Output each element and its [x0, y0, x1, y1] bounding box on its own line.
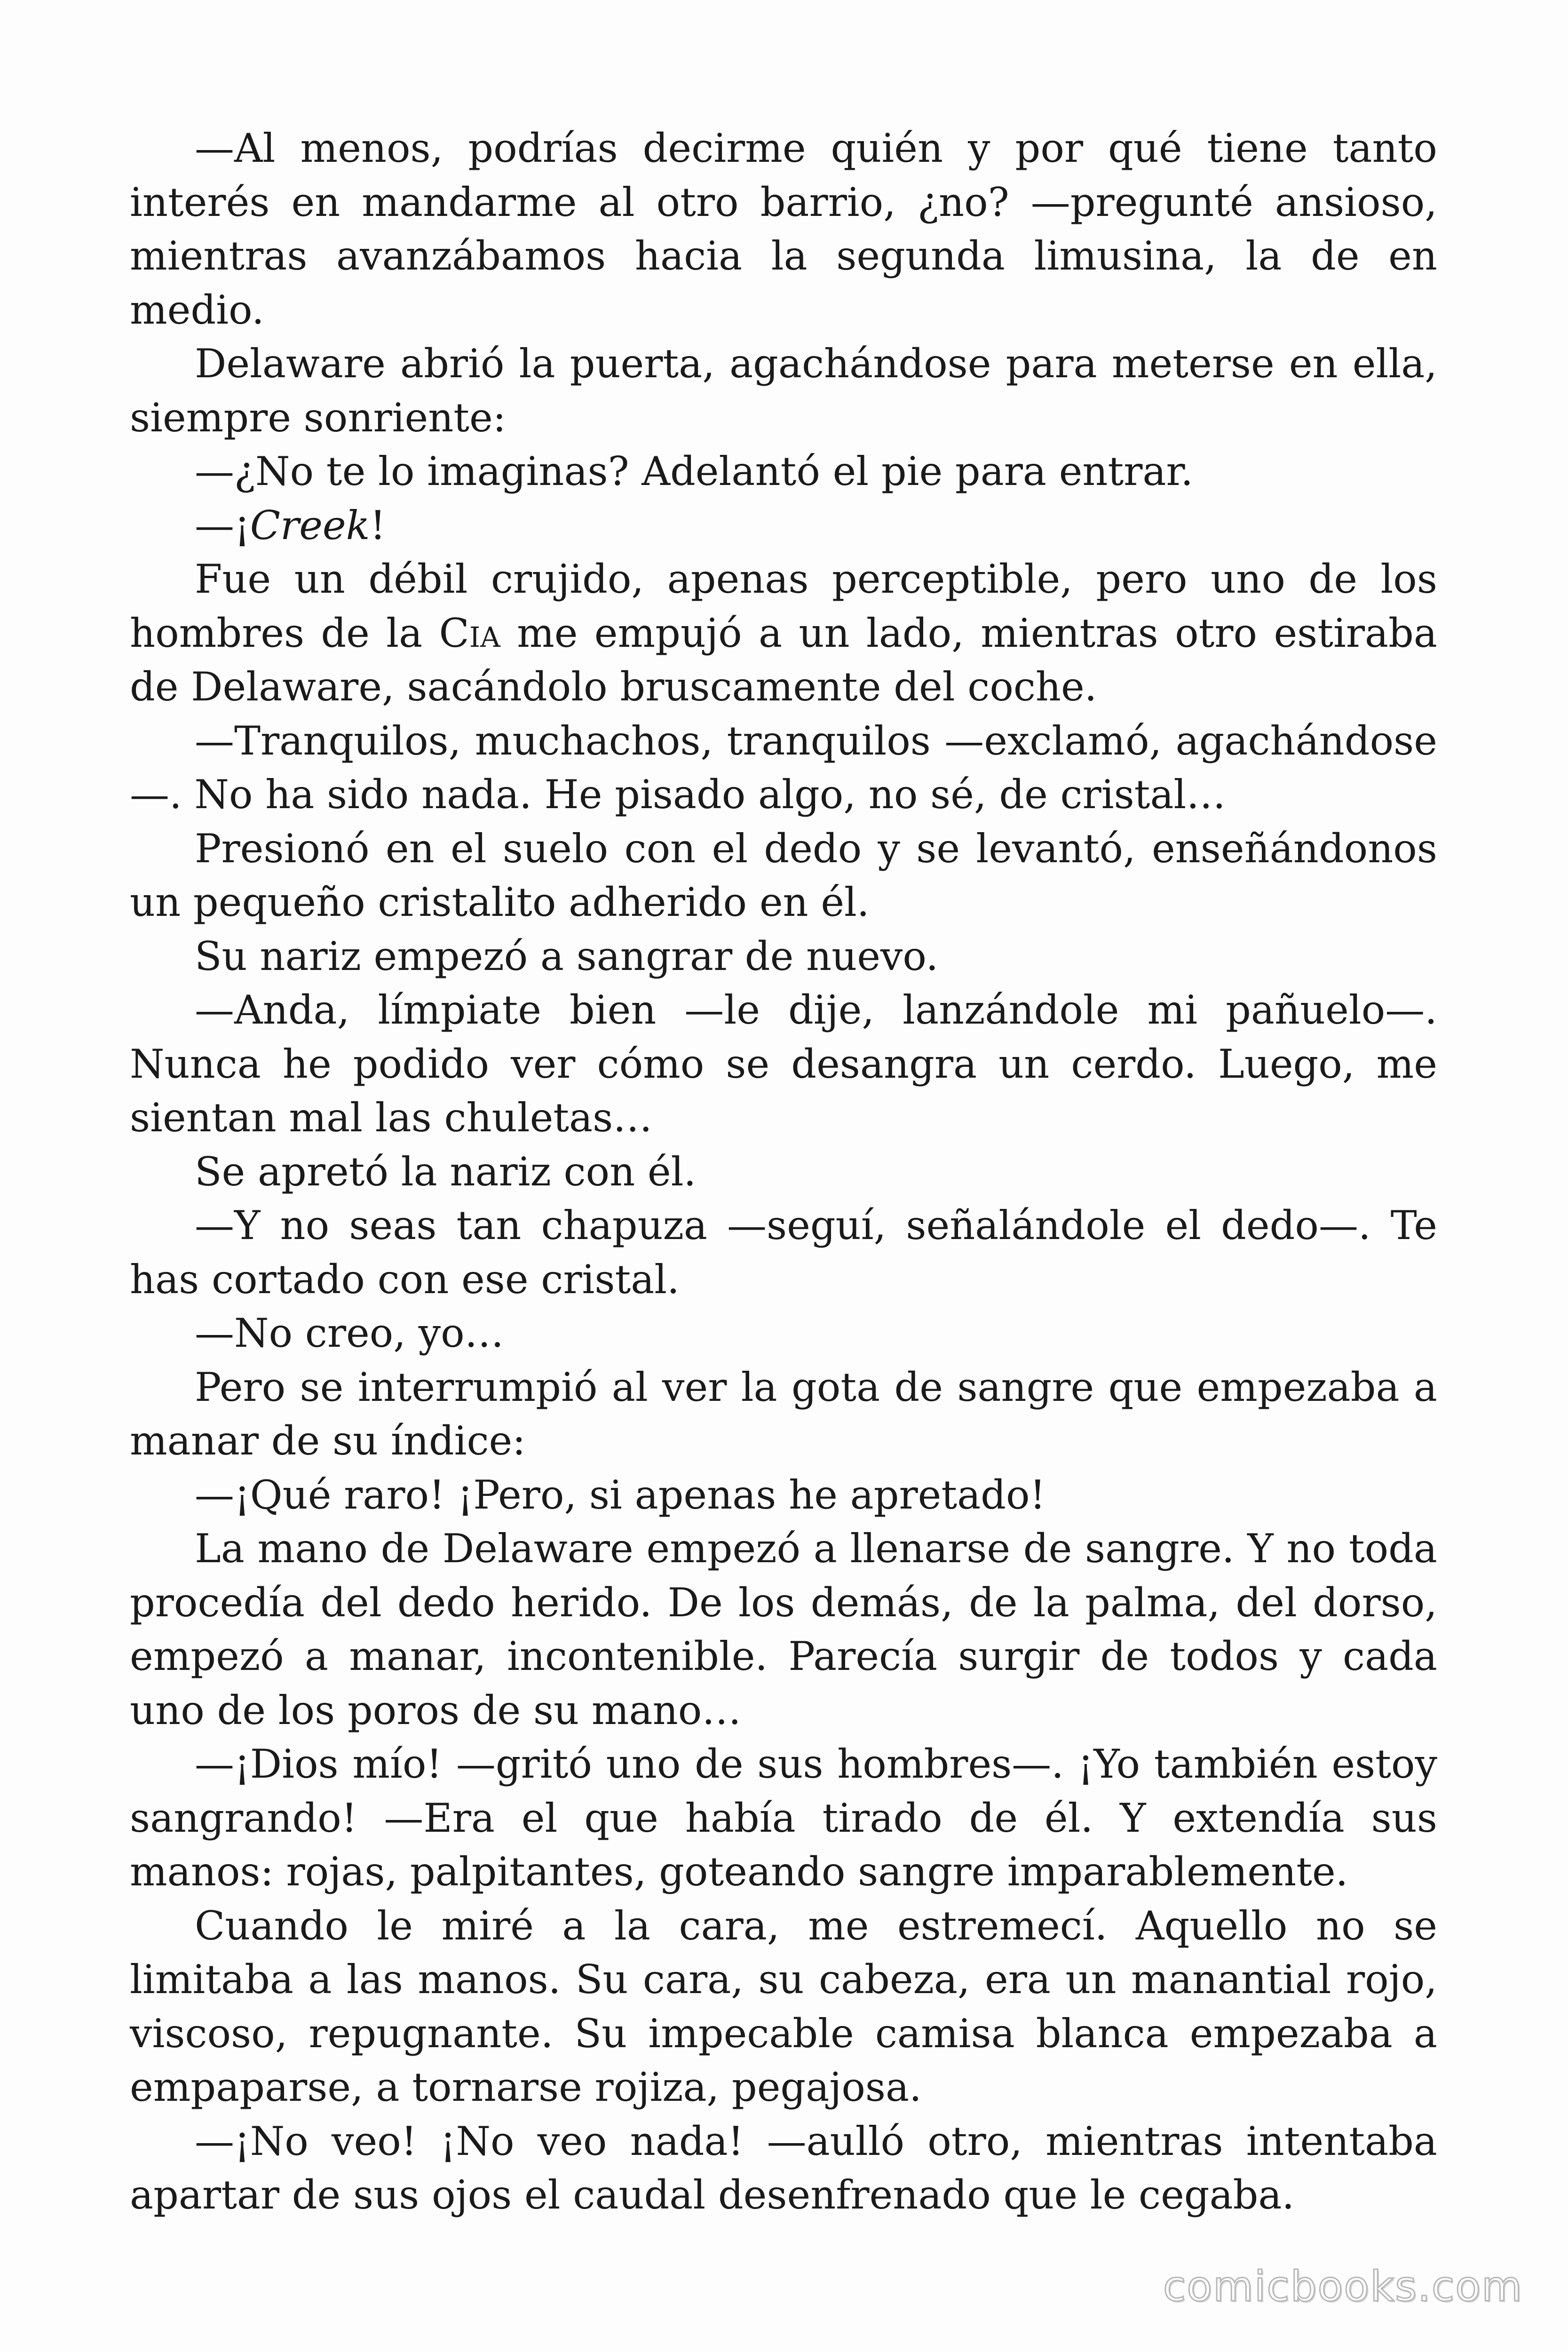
- paragraph-8: Su nariz empezó a sangrar de nuevo.: [195, 933, 939, 979]
- paragraph-18: —¡No veo! ¡No veo nada! —aulló otro, mientras intentaba apartar de sus ojos el caudal desenfrenado que le cegaba.: [130, 2118, 1437, 2218]
- acronym-cia: Cia: [439, 610, 500, 656]
- paragraph-5-start: Fue un débil crujido, apenas perceptible, pero uno de los hombres de la: [130, 556, 1437, 656]
- paragraph-6: —Tranquilos, muchachos, tranquilos —exclamó, agachándose—. No ha sido nada. He pisado algo, no sé, de cristal…: [130, 717, 1437, 818]
- paragraph-5: [130, 552, 1437, 714]
- paragraph-13: Pero se interrumpió al ver la gota de sangre que empezaba a manar de su índice:: [130, 1364, 1437, 1464]
- watermark-text: comicbooks.com: [1163, 2262, 1523, 2311]
- dialogue-dash: —¡: [195, 502, 250, 548]
- paragraph-11: —Y no seas tan chapuza —seguí, señalándole el dedo—. Te has cortado con ese cristal.: [130, 1202, 1437, 1303]
- paragraph-7: Presionó en el suelo con el dedo y se levantó, enseñándonos un pequeño cristalito adherido en él.: [130, 825, 1437, 925]
- onomatopoeia-creek: Creek: [250, 502, 370, 548]
- paragraph-4: [130, 499, 1437, 553]
- exclamation-mark: !: [370, 502, 386, 548]
- paragraph-17: Cuando le miré a la cara, me estremecí. Aquello no se limitaba a las manos. Su cara, su cabeza, era un manantial rojo, viscoso, repugnante. Su impecable camisa blanca empezaba a empaparse, a tornarse rojiza, pegajosa.: [130, 1902, 1437, 2110]
- paragraph-14: —¡Qué raro! ¡Pero, si apenas he apretado!: [195, 1471, 1046, 1518]
- paragraph-1: —Al menos, podrías decirme quién y por qué tiene tanto interés en mandarme al otro barrio, ¿no? —pregunté ansioso, mientras avanzábamos hacia la segunda limusina, la de en medio.: [130, 125, 1437, 333]
- paragraph-16: —¡Dios mío! —gritó uno de sus hombres—. ¡Yo también estoy sangrando! —Era el que había tirado de él. Y extendía sus manos: rojas, palpitantes, goteando sangre imparablemente.: [130, 1741, 1437, 1895]
- body-text: [130, 121, 1437, 2222]
- paragraph-5-end: me empujó a un lado, mientras otro estiraba de Delaware, sacándolo bruscamente del coche.: [130, 610, 1437, 710]
- paragraph-3: —¿No te lo imaginas? Adelantó el pie para entrar.: [195, 448, 1194, 494]
- paragraph-9: —Anda, límpiate bien —le dije, lanzándole mi pañuelo—. Nunca he podido ver cómo se desangra un cerdo. Luego, me sientan mal las chuletas…: [130, 987, 1437, 1141]
- paragraph-10: Se apretó la nariz con él.: [195, 1148, 697, 1195]
- paragraph-2: Delaware abrió la puerta, agachándose para meterse en ella, siempre sonriente:: [130, 341, 1437, 441]
- paragraph-15: La mano de Delaware empezó a llenarse de sangre. Y no toda procedía del dedo herido. De los demás, de la palma, del dorso, empezó a manar, incontenible. Parecía surgir de todos y cada uno de los poros de su mano…: [130, 1526, 1437, 1733]
- paragraph-12: —No creo, yo…: [195, 1310, 504, 1356]
